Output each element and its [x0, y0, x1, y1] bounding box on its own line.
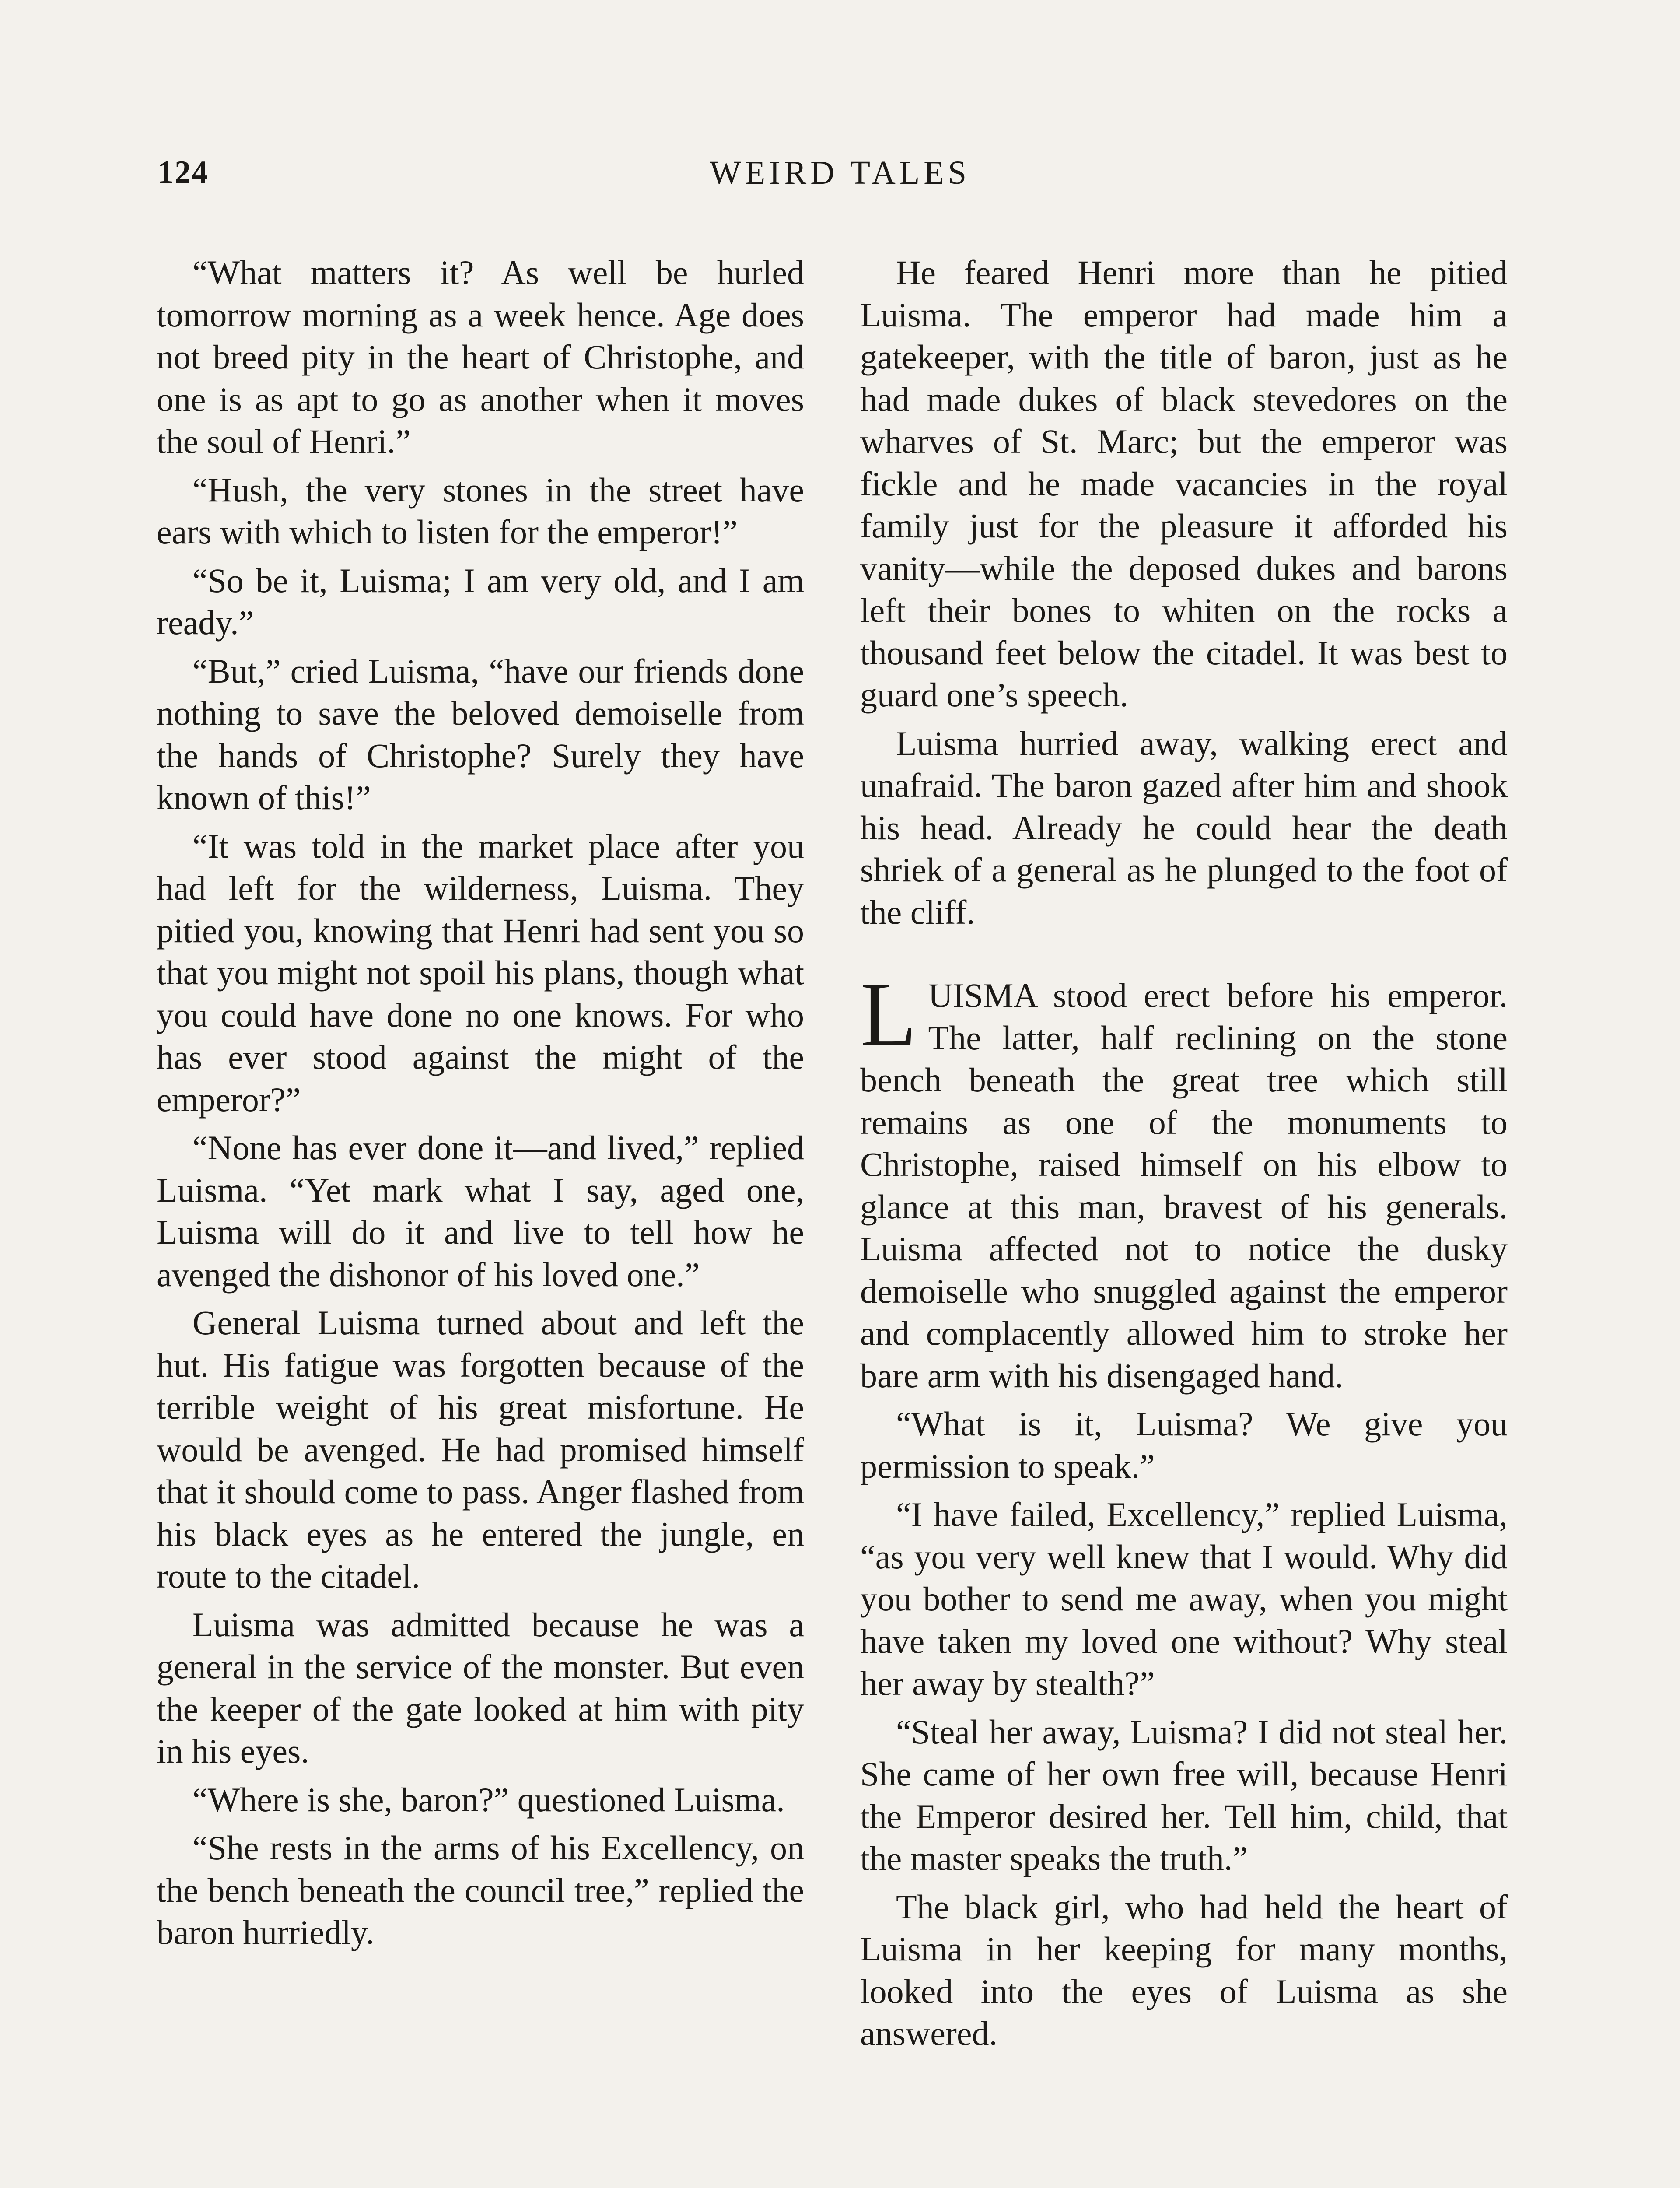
left-column [157, 252, 804, 1960]
running-title: WEIRD TALES [709, 154, 970, 191]
paragraph: “I have failed, Excellency,” replied Luisma, “as you very well knew that I would. Why did you bother to send me away, when you might have taken my loved one without? Why steal her away by stealth?” [860, 1495, 1508, 1702]
paragraph: “She rests in the arms of his Excellency, on the bench beneath the council tree,” replied the baron hurriedly. [157, 1829, 804, 1951]
right-column [860, 252, 1508, 2061]
paragraph: “It was told in the market place after you had left for the wilderness, Luisma. They pitied you, knowing that Henri had sent you so that you might not spoil his plans, though what you could have done no one knows. For who has ever stood against the might of the emperor?” [157, 827, 804, 1119]
page-number: 124 [158, 154, 209, 190]
page-header [158, 154, 1522, 202]
paragraph: “Steal her away, Luisma? I did not steal her. She came of her own free will, because Henri the Emperor desired her. Tell him, child, that the master speaks the truth.” [860, 1712, 1508, 1877]
paragraph: “None has ever done it—and lived,” replied Luisma. “Yet mark what I say, aged one, Luisma will do it and live to tell how he avenged the dishonor of his loved one.” [157, 1129, 804, 1294]
paragraph: “What is it, Luisma? We give you permission to speak.” [860, 1405, 1508, 1485]
paragraph: “So be it, Luisma; I am very old, and I am ready.” [157, 561, 804, 642]
section-opening-text: UISMA stood erect before his emperor. The latter, half reclining on the stone bench beneath the great tree which still remains as one of the monuments to Christophe, raised himself on his elbow to glance at this man, bravest of his generals. Luisma affected not to notice the dusky demoiselle who snuggled against the emperor and complacently allowed him to stroke her bare arm with his disengaged hand. [860, 976, 1508, 1395]
paragraph: Luisma was admitted because he was a general in the service of the monster. But even the keeper of the gate looked at him with pity in his eyes. [157, 1605, 804, 1770]
paragraph: Luisma hurried away, walking erect and unafraid. The baron gazed after him and shook his head. Already he could hear the death shriek of a general as he plunged to the foot of the cliff. [860, 724, 1508, 931]
paragraph: “What matters it? As well be hurled tomorrow morning as a week hence. Age does not breed pity in the heart of Christophe, and one is as apt to go as another when it moves the soul of Henri.” [157, 253, 804, 460]
drop-cap: L [860, 963, 917, 1066]
paragraph: “Hush, the very stones in the street have ears with which to listen for the emperor!” [157, 470, 804, 551]
paragraph: “Where is she, baron?” questioned Luisma. [192, 1780, 785, 1819]
paragraph: He feared Henri more than he pitied Luisma. The emperor had made him a gatekeeper, with the title of baron, just as he had made dukes of black stevedores on the wharves of St. Marc; but the emperor was fickle and he made vacancies in the royal family just for the pleasure it afforded his vanity—while the deposed dukes and barons left their bones to whiten on the rocks a thousand feet below the citadel. It was best to guard one’s speech. [860, 253, 1508, 714]
paragraph: “But,” cried Luisma, “have our friends done nothing to save the beloved demoiselle from the hands of Christophe? Surely they have known of this!” [157, 652, 804, 817]
section-opening-paragraph [860, 963, 1508, 1397]
paragraph: The black girl, who had held the heart of Luisma in her keeping for many months, looked into the eyes of Luisma as she answered. [860, 1887, 1508, 2052]
paragraph: General Luisma turned about and left the hut. His fatigue was forgotten because of the terrible weight of his great misfortune. He would be avenged. He had promised himself that it should come to pass. Anger flashed from his black eyes as he entered the jungle, en route to the citadel. [157, 1304, 804, 1595]
